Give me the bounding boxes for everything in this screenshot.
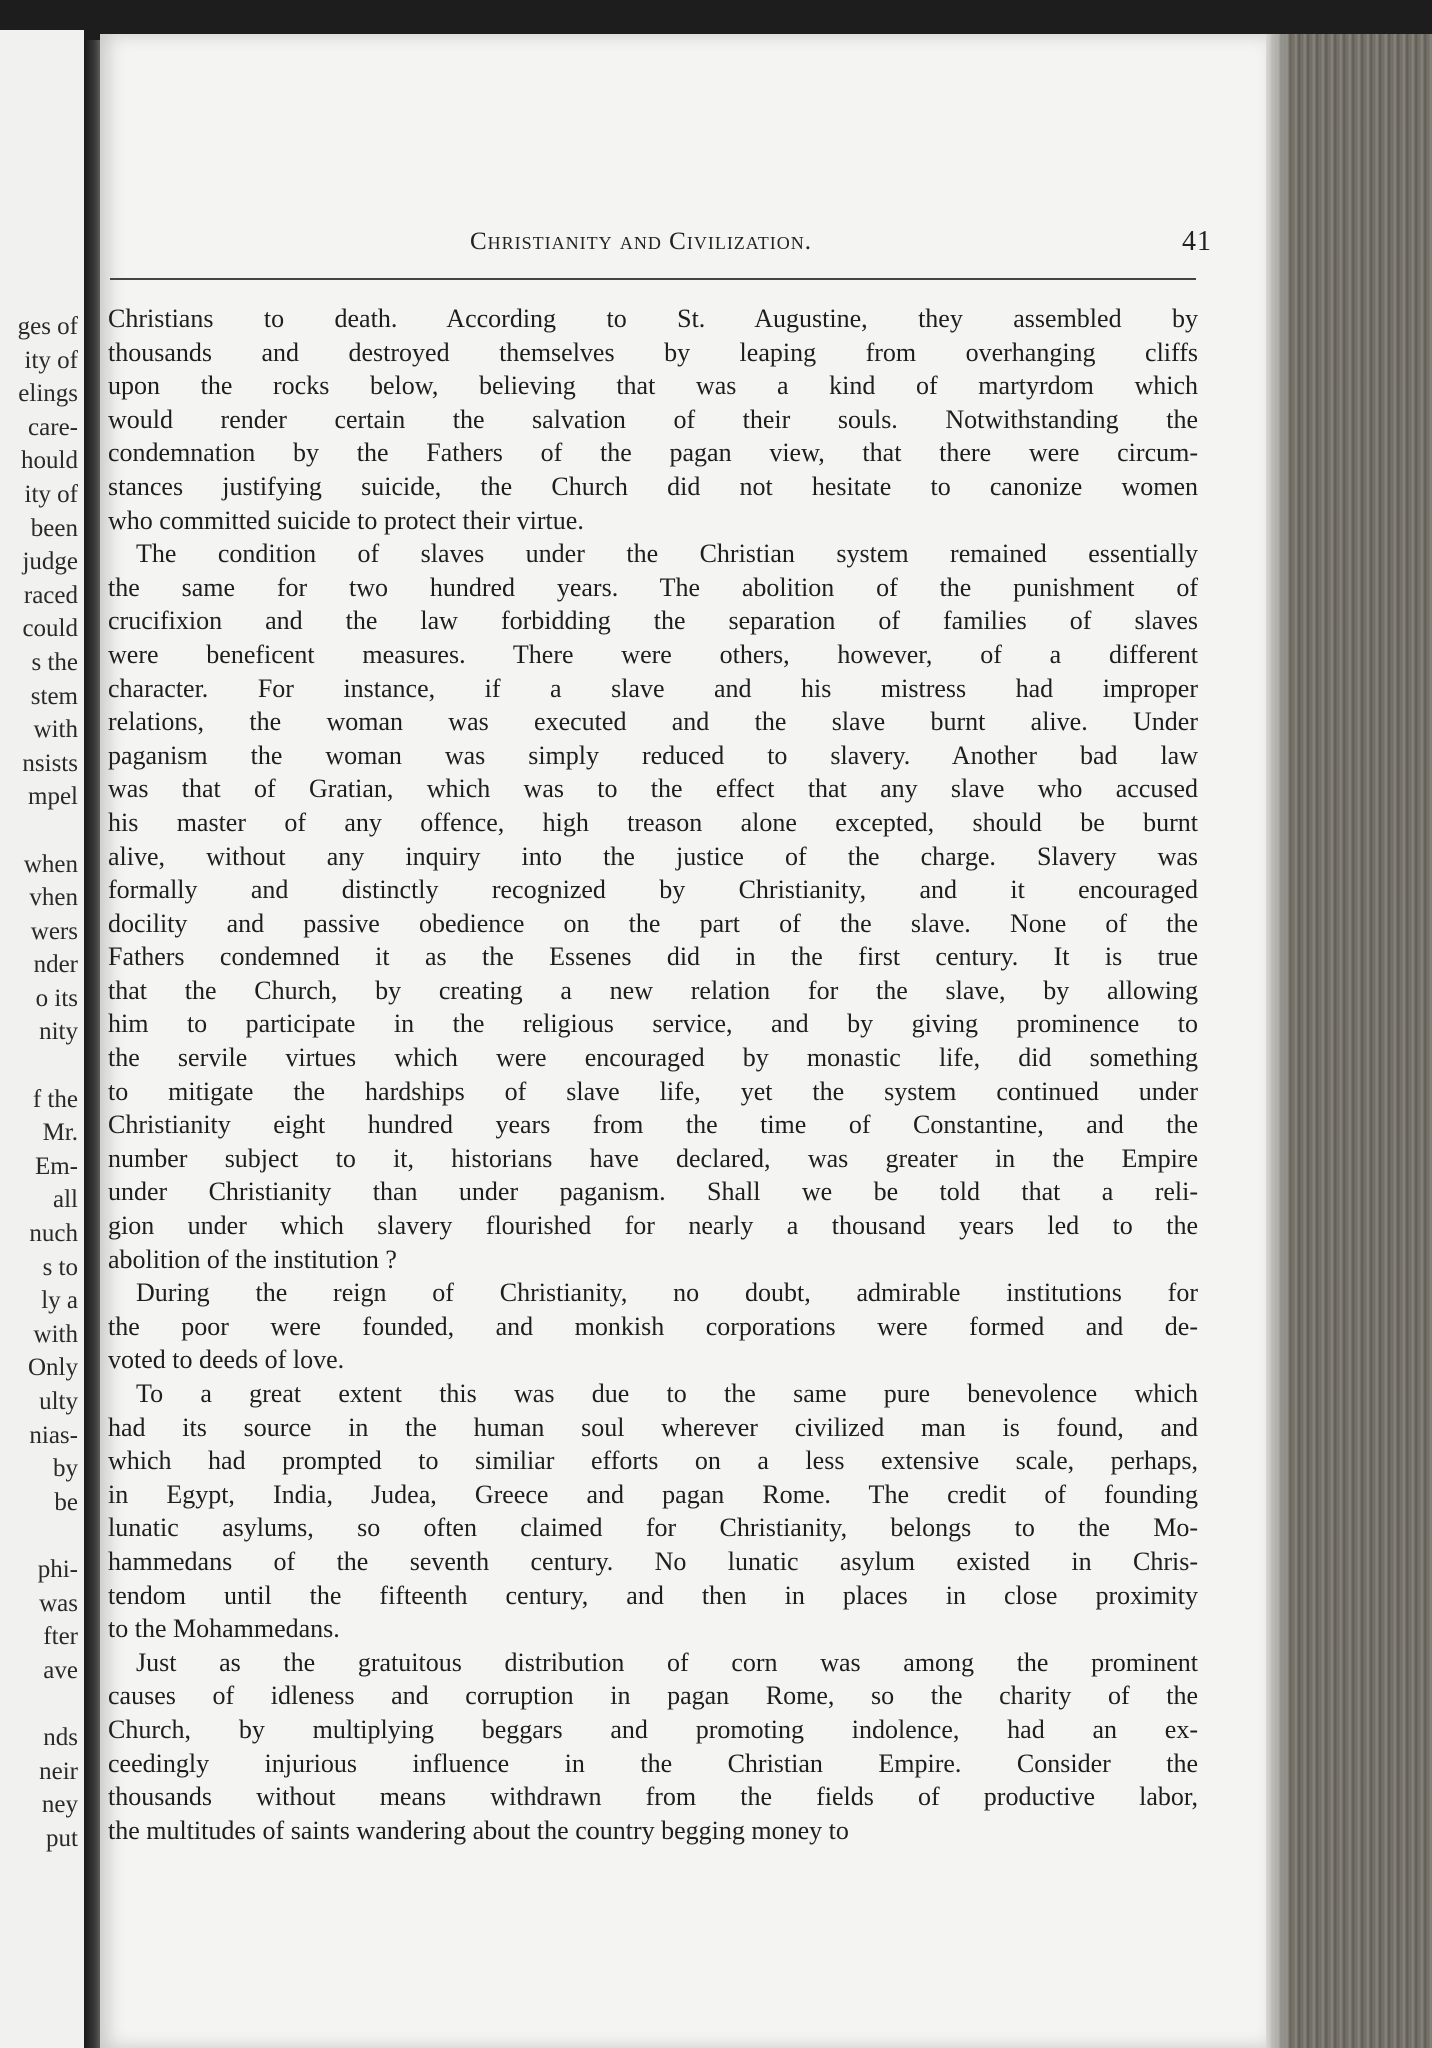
text-line: The condition of slaves under the Christian system remained essentially <box>136 539 1198 569</box>
text-line: gion under which slavery flourished for nearly a thousand years led to the <box>108 1211 1198 1241</box>
left-fragment-line: vhen <box>29 884 78 912</box>
left-fragment-line: ges of <box>17 313 78 340</box>
text-line: the same for two hundred years. The abolition of the punishment of <box>108 572 1198 602</box>
text-line: Christians to death. According to St. Augustine, they assembled by <box>108 304 1198 333</box>
text-line: paganism the woman was simply reduced to slavery. Another bad law <box>108 740 1198 770</box>
text-line: that the Church, by creating a new relation for the slave, by allowing <box>108 975 1198 1005</box>
text-line: to mitigate the hardships of slave life, yet the system continued under <box>108 1076 1198 1106</box>
body-text <box>108 302 1198 1847</box>
left-page-fragments <box>0 310 78 1855</box>
left-fragment-line: ly a <box>41 1287 78 1315</box>
page-number: 41 <box>1182 226 1212 257</box>
text-line: him to participate in the religious service, and by giving prominence to <box>108 1009 1198 1039</box>
left-fragment-line: be <box>54 1488 78 1516</box>
book-page <box>100 34 1266 2048</box>
text-line: thousands without means withdrawn from the fields of productive labor, <box>108 1782 1198 1812</box>
text-line: alive, without any inquiry into the justice of the charge. Slavery was <box>108 841 1198 871</box>
left-fragment-line: mpel <box>28 783 78 811</box>
fore-edge-shadow <box>1266 34 1292 2048</box>
text-line: character. For instance, if a slave and his mistress had improper <box>108 673 1198 703</box>
left-fragment-line: with <box>33 716 78 744</box>
left-page-edge <box>0 30 84 2048</box>
left-fragment-line <box>0 814 78 848</box>
text-line: formally and distinctly recognized by Christianity, and it encouraged <box>108 875 1198 905</box>
text-line: To a great extent this was due to the same pure benevolence which <box>136 1379 1198 1408</box>
left-fragment-line: s to <box>42 1253 78 1281</box>
left-fragment-line: Only <box>28 1354 78 1382</box>
text-line: relations, the woman was executed and the slave burnt alive. Under <box>108 707 1198 737</box>
text-line: the servile virtues which were encouraged by monastic life, did something <box>108 1043 1198 1073</box>
left-fragment-line: nder <box>33 951 78 979</box>
left-fragment-line: with <box>33 1320 78 1348</box>
running-title: Christianity and Civilization. <box>470 228 813 255</box>
text-line: causes of idleness and corruption in pagan Rome, so the charity of the <box>108 1681 1198 1711</box>
left-fragment-line: ity of <box>24 346 78 374</box>
text-line: under Christianity than under paganism. Shall we be told that a reli- <box>108 1177 1198 1207</box>
page-header <box>470 228 1212 262</box>
text-line: lunatic asylums, so often claimed for Christianity, belongs to the Mo- <box>108 1513 1198 1543</box>
left-fragment-line: ave <box>43 1656 78 1684</box>
left-fragment-line: Em- <box>34 1152 78 1180</box>
left-fragment-line: neir <box>39 1757 78 1785</box>
text-line: was that of Gratian, which was to the effect that any slave who accused <box>108 774 1198 804</box>
header-rule <box>110 278 1196 280</box>
left-fragment-line <box>0 1519 78 1553</box>
left-fragment-line: care- <box>28 413 78 441</box>
text-line: in Egypt, India, Judea, Greece and pagan Rome. The credit of founding <box>108 1479 1198 1509</box>
left-fragment-line: elings <box>18 380 78 408</box>
left-fragment-line: put <box>46 1824 78 1852</box>
left-fragment-line: nsists <box>22 749 78 777</box>
left-fragment-line: wers <box>30 917 78 945</box>
left-fragment-line: Mr. <box>42 1119 78 1147</box>
text-line: Christianity eight hundred years from the time of Constantine, and the <box>108 1110 1198 1140</box>
left-fragment-line: all <box>53 1186 78 1214</box>
text-line: his master of any offence, high treason alone excepted, should be burnt <box>108 807 1198 837</box>
left-fragment-line: phi- <box>37 1555 78 1583</box>
text-line: thousands and destroyed themselves by leaping from overhanging cliffs <box>108 337 1198 367</box>
text-line: were beneficent measures. There were others, however, of a different <box>108 639 1198 669</box>
left-fragment-line: could <box>22 615 78 643</box>
text-line: abolition of the institution ? <box>108 1244 397 1274</box>
text-line: the multitudes of saints wandering about the country begging money to <box>108 1815 849 1845</box>
text-line: docility and passive obedience on the part of the slave. None of the <box>108 908 1198 938</box>
left-fragment-line: by <box>53 1455 78 1483</box>
left-fragment-line: nias- <box>29 1421 78 1449</box>
text-line: voted to deeds of love. <box>108 1345 345 1375</box>
text-line: who committed suicide to protect their virtue. <box>108 505 584 535</box>
left-fragment-line: ity of <box>24 480 78 508</box>
left-fragment-line: f the <box>32 1085 78 1113</box>
text-line: stances justifying suicide, the Church did not hesitate to canonize women <box>108 471 1198 501</box>
text-line: hammedans of the seventh century. No lunatic asylum existed in Chris- <box>108 1546 1198 1576</box>
left-fragment-line: raced <box>23 581 78 609</box>
text-line: to the Mohammedans. <box>108 1614 340 1644</box>
text-line: upon the rocks below, believing that was a kind of martyrdom which <box>108 371 1198 401</box>
left-fragment-line <box>0 1049 78 1083</box>
text-line: tendom until the fifteenth century, and then in places in close proximity <box>108 1580 1198 1610</box>
left-fragment-line: ulty <box>39 1388 78 1415</box>
text-line: Church, by multiplying beggars and promoting indolence, had an ex- <box>108 1714 1198 1744</box>
text-line: During the reign of Christianity, no doubt, admirable institutions for <box>136 1278 1198 1308</box>
left-fragment-line: nds <box>43 1723 78 1751</box>
left-fragment-line: s the <box>31 648 78 676</box>
left-fragment-line: hould <box>21 447 78 475</box>
text-line: the poor were founded, and monkish corporations were formed and de- <box>108 1311 1198 1341</box>
text-line: ceedingly injurious influence in the Christian Empire. Consider the <box>108 1748 1198 1778</box>
text-line: would render certain the salvation of their souls. Notwithstanding the <box>108 404 1198 434</box>
text-line: condemnation by the Fathers of the pagan view, that there were circum- <box>108 438 1198 468</box>
left-fragment-line: judge <box>22 548 78 576</box>
text-line: Just as the gratuitous distribution of corn was among the prominent <box>136 1647 1198 1677</box>
text-line: crucifixion and the law forbidding the separation of families of slaves <box>108 606 1198 636</box>
left-fragment-line: when <box>23 850 78 878</box>
left-fragment-line: ney <box>41 1791 78 1819</box>
left-fragment-line: fter <box>43 1623 78 1651</box>
left-fragment-line: o its <box>35 984 78 1012</box>
text-line: number subject to it, historians have declared, was greater in the Empire <box>108 1143 1198 1173</box>
left-fragment-line: stem <box>30 682 78 710</box>
text-line: had its source in the human soul wherever civilized man is found, and <box>108 1412 1198 1442</box>
left-fragment-line: nuch <box>29 1220 78 1248</box>
left-fragment-line: been <box>30 514 78 542</box>
left-fragment-line: nity <box>39 1018 78 1046</box>
text-line: Fathers condemned it as the Essenes did in the first century. It is true <box>108 942 1198 972</box>
text-line: which had prompted to similiar efforts on a less extensive scale, perhaps, <box>108 1446 1198 1476</box>
left-fragment-line <box>0 1687 78 1721</box>
left-fragment-line: was <box>39 1589 78 1617</box>
